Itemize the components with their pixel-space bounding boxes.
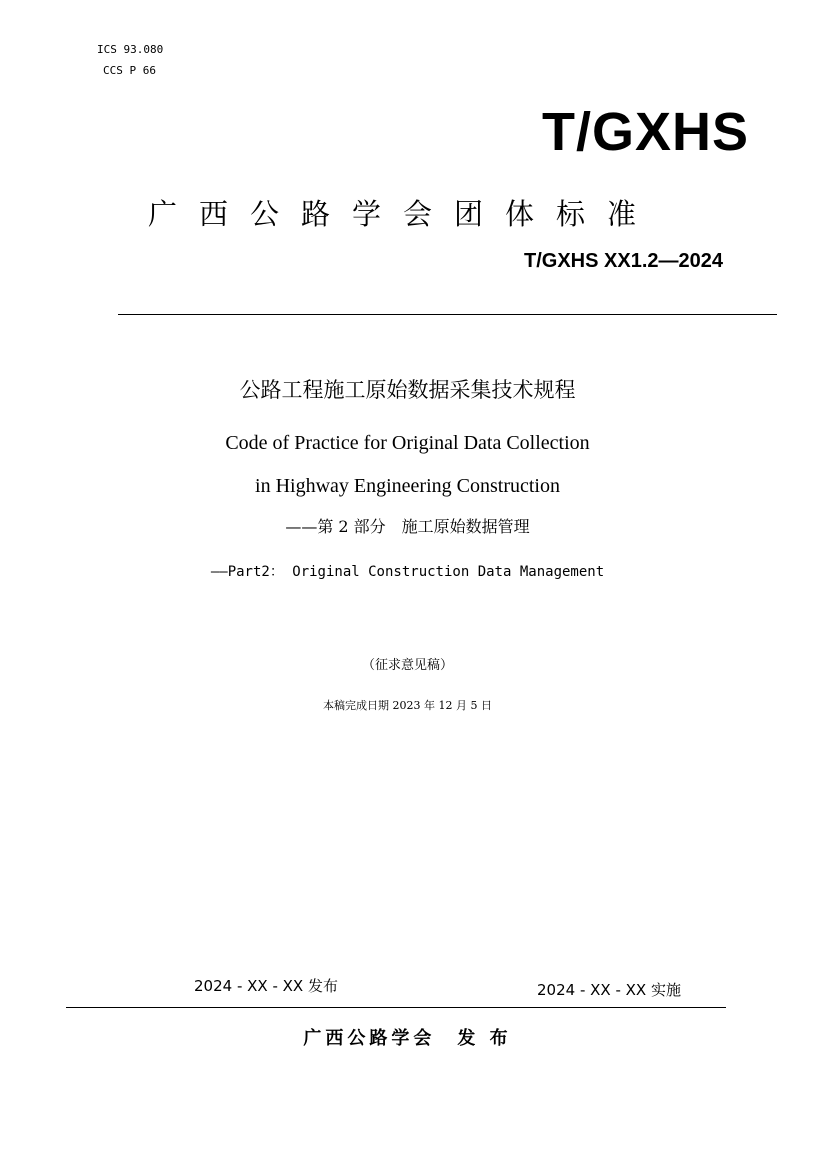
- header-divider: [118, 314, 777, 315]
- ics-code: ICS 93.080: [97, 43, 164, 56]
- ccs-code: CCS P 66: [103, 64, 156, 77]
- document-title-english-line2: in Highway Engineering Construction: [255, 475, 560, 497]
- publisher: 广西公路学会 发 布: [303, 1028, 512, 1049]
- footer-divider: [66, 1007, 726, 1008]
- release-date: 2024 - XX - XX 发布: [194, 977, 338, 995]
- standard-number: T/GXHS XX1.2—2024: [524, 250, 723, 272]
- part-title-english: ——Part2： Original Construction Data Management: [210, 564, 605, 580]
- implementation-date: 2024 - XX - XX 实施: [537, 981, 681, 999]
- standard-code-logo: T/GXHS: [541, 102, 749, 162]
- document-title-english-line1: Code of Practice for Original Data Collection: [225, 432, 590, 454]
- draft-status: （征求意见稿）: [361, 658, 453, 673]
- part-title-chinese: ——第 2 部分 施工原始数据管理: [285, 517, 530, 536]
- completion-date: 本稿完成日期 2023 年 12 月 5 日: [323, 699, 492, 712]
- document-title-chinese: 公路工程施工原始数据采集技术规程: [239, 378, 576, 402]
- organization-standard-heading: 广西公路学会团体标准: [148, 197, 659, 231]
